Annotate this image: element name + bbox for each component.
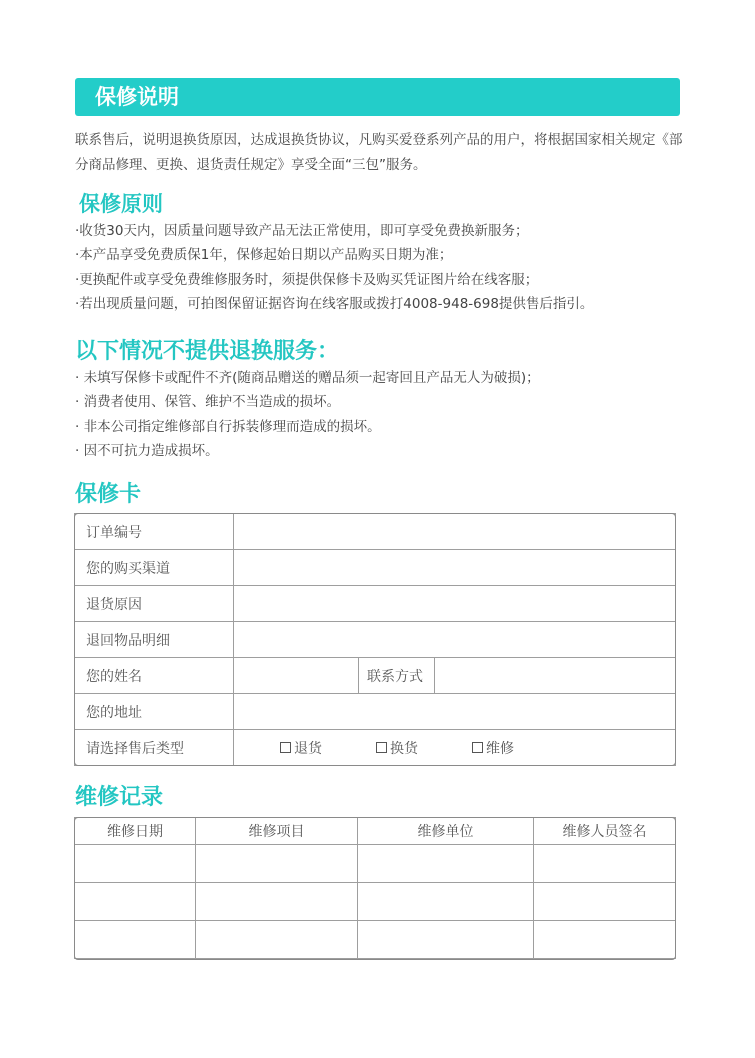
return-items-label: 退回物品明细 [75,622,234,658]
list-item: ·更换配件或享受免费维修服务时，须提供保修卡及购买凭证图片给在线客服； [75,271,539,288]
list-item: ·本产品享受免费质保1年，保修起始日期以产品购买日期为准； [75,247,453,264]
table-row [75,586,676,622]
table-row [75,694,676,730]
repair-record-table [74,817,676,959]
repair-record-heading: 维修记录 [75,785,164,810]
banner-title: 保修说明 [95,85,179,109]
checkbox-icon[interactable] [472,742,483,753]
service-type-label: 请选择售后类型 [75,730,234,766]
table-cell[interactable] [534,921,676,959]
table-cell[interactable] [358,921,534,959]
warranty-card-form [74,513,676,766]
return-items-field[interactable] [234,622,676,658]
intro-paragraph: 联系售后，说明退换货原因，达成退换货协议，凡购买爱登系列产品的用户，将根据国家相关规定《部分商品修理、更换、退货责任规定》享受全面“三包”服务。 [75,132,683,173]
column-header: 维修人员签名 [534,818,676,845]
service-type-options [234,730,676,766]
table-header-row [75,818,676,845]
order-number-field[interactable] [234,514,676,550]
table-cell[interactable] [75,883,196,921]
table-row [75,514,676,550]
table-cell[interactable] [358,845,534,883]
table-cell[interactable] [75,845,196,883]
table-cell[interactable] [75,921,196,959]
table-cell[interactable] [196,883,358,921]
table-cell[interactable] [534,845,676,883]
section-banner [75,78,680,116]
contact-label: 联系方式 [359,658,435,694]
exclusion-heading: 以下情况不提供退换服务： [75,339,340,364]
address-field[interactable] [234,694,676,730]
address-label: 您的地址 [75,694,234,730]
list-item: · 未填写保修卡或配件不齐(随商品赠送的赠品须一起寄回且产品无人为破损)； [75,370,540,386]
table-row [75,845,676,883]
table-row [75,730,676,766]
list-item: ·若出现质量问题，可拍图保留证据咨询在线客服或拨打4008-948-698提供售后指引。 [75,295,594,312]
option-label: 换货 [390,740,418,757]
purchase-channel-label: 您的购买渠道 [75,550,234,586]
principle-heading: 保修原则 [79,192,163,216]
name-field[interactable] [234,658,359,694]
return-reason-label: 退货原因 [75,586,234,622]
table-cell[interactable] [196,921,358,959]
list-item: ·收货30天内，因质量问题导致产品无法正常使用，即可享受免费换新服务； [75,223,529,239]
column-header: 维修日期 [75,818,196,845]
option-exchange[interactable] [376,738,472,758]
table-cell[interactable] [196,845,358,883]
name-label: 您的姓名 [75,658,234,694]
table-row [75,921,676,959]
option-return[interactable] [280,738,376,758]
table-cell[interactable] [534,883,676,921]
return-reason-field[interactable] [234,586,676,622]
column-header: 维修项目 [196,818,358,845]
column-header: 维修单位 [358,818,534,845]
exclusion-list [75,366,540,463]
principle-list [75,219,593,316]
option-label: 退货 [294,740,322,757]
warranty-card-heading: 保修卡 [75,482,142,507]
table-row [75,622,676,658]
list-item: · 非本公司指定维修部自行拆装修理而造成的损坏。 [75,418,381,435]
table-row [75,550,676,586]
option-repair[interactable] [472,738,568,758]
table-row [75,658,676,694]
table-row [75,883,676,921]
checkbox-icon[interactable] [376,742,387,753]
table-cell[interactable] [358,883,534,921]
order-number-label: 订单编号 [75,514,234,550]
list-item: · 消费者使用、保管、维护不当造成的损坏。 [75,394,341,411]
option-label: 维修 [486,740,514,757]
checkbox-icon[interactable] [280,742,291,753]
purchase-channel-field[interactable] [234,550,676,586]
list-item: · 因不可抗力造成损坏。 [75,442,219,459]
contact-field[interactable] [435,658,676,694]
